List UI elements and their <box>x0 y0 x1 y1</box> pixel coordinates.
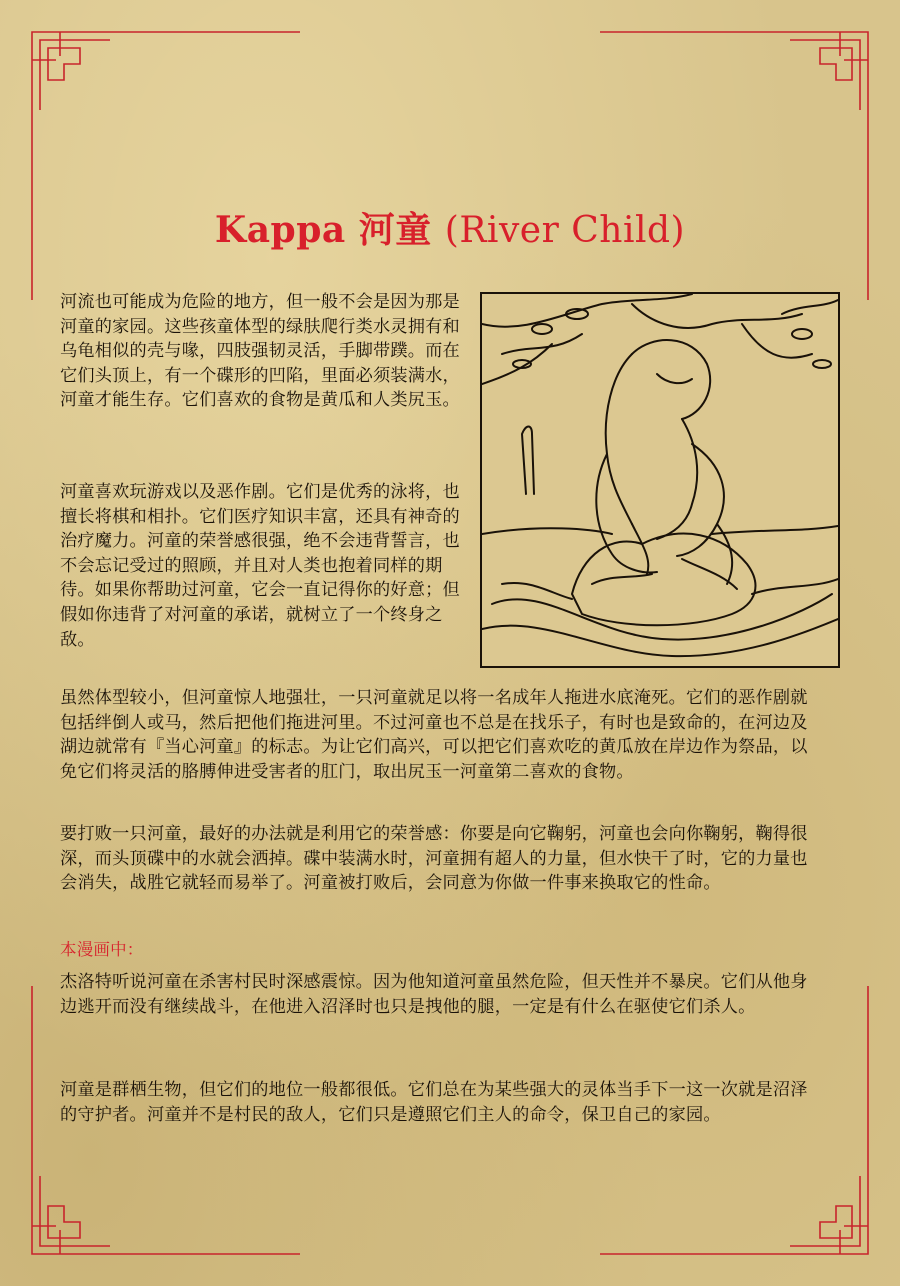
paragraph-social: 河童是群栖生物，但它们的地位一般都很低。它们总在为某些强大的灵体当手下一这一次就是沼泽的守护者。河童并不是村民的敌人，它们只是遵照它们主人的命令，保卫自己的家园。 <box>60 1080 808 1125</box>
paragraph-strength: 虽然体型较小，但河童惊人地强壮，一只河童就足以将一名成年人拖进水底淹死。它们的恶作剧就包括绊倒人或马，然后把他们拖进河里。不过河童也不总是在找乐子，有时也是致命的，在河边及湖边就常有『当心河童』的标志。为让它们高兴，可以把它们喜欢吃的黄瓜放在岸边作为祭品，以免它们将灵活的胳膊伸进受害者的肛门，取出尻玉一河童第二喜欢的食物。 <box>60 688 808 782</box>
title-english: (River Child) <box>444 210 686 252</box>
paragraph-comic: 杰洛特听说河童在杀害村民时深感震惊。因为他知道河童虽然危险，但天性并不暴戾。它们从他身边逃开而没有继续战斗，在他进入沼泽时也只是拽他的腿，一定是有什么在驱使它们杀人。 <box>60 972 808 1017</box>
kappa-illustration <box>480 292 840 668</box>
page-title <box>0 202 900 253</box>
comic-section-label: 本漫画中： <box>60 940 144 959</box>
paragraph-intro: 河流也可能成为危险的地方，但一般不会是因为那是河童的家园。这些孩童体型的绿肤爬行类水灵拥有和乌龟相似的壳与喙，四肢强韧灵活，手脚带蹼。而在它们头顶上，有一个碟形的凹陷，里面必须装满水，河童才能生存。它们喜欢的食物是黄瓜和人类尻玉。 <box>60 292 460 411</box>
paragraph-defeat: 要打败一只河童，最好的办法就是利用它的荣誉感：你要是向它鞠躬，河童也会向你鞠躬，鞠得很深，而头顶碟中的水就会洒掉。碟中装满水时，河童拥有超人的力量，但水快干了时，它的力量也会消失，战胜它就轻而易举了。河童被打败后，会同意为你做一件事来换取它的性命。 <box>60 824 808 894</box>
title-main: Kappa 河童 <box>214 209 432 252</box>
paragraph-habits: 河童喜欢玩游戏以及恶作剧。它们是优秀的泳将，也擅长将棋和相扑。它们医疗知识丰富，还具有神奇的治疗魔力。河童的荣誉感很强，绝不会违背誓言，也不会忘记受过的照顾，并且对人类也抱着同样的期待。如果你帮助过河童，它会一直记得你的好意；但假如你违背了对河童的承诺，就树立了一个终身之敌。 <box>60 482 460 650</box>
